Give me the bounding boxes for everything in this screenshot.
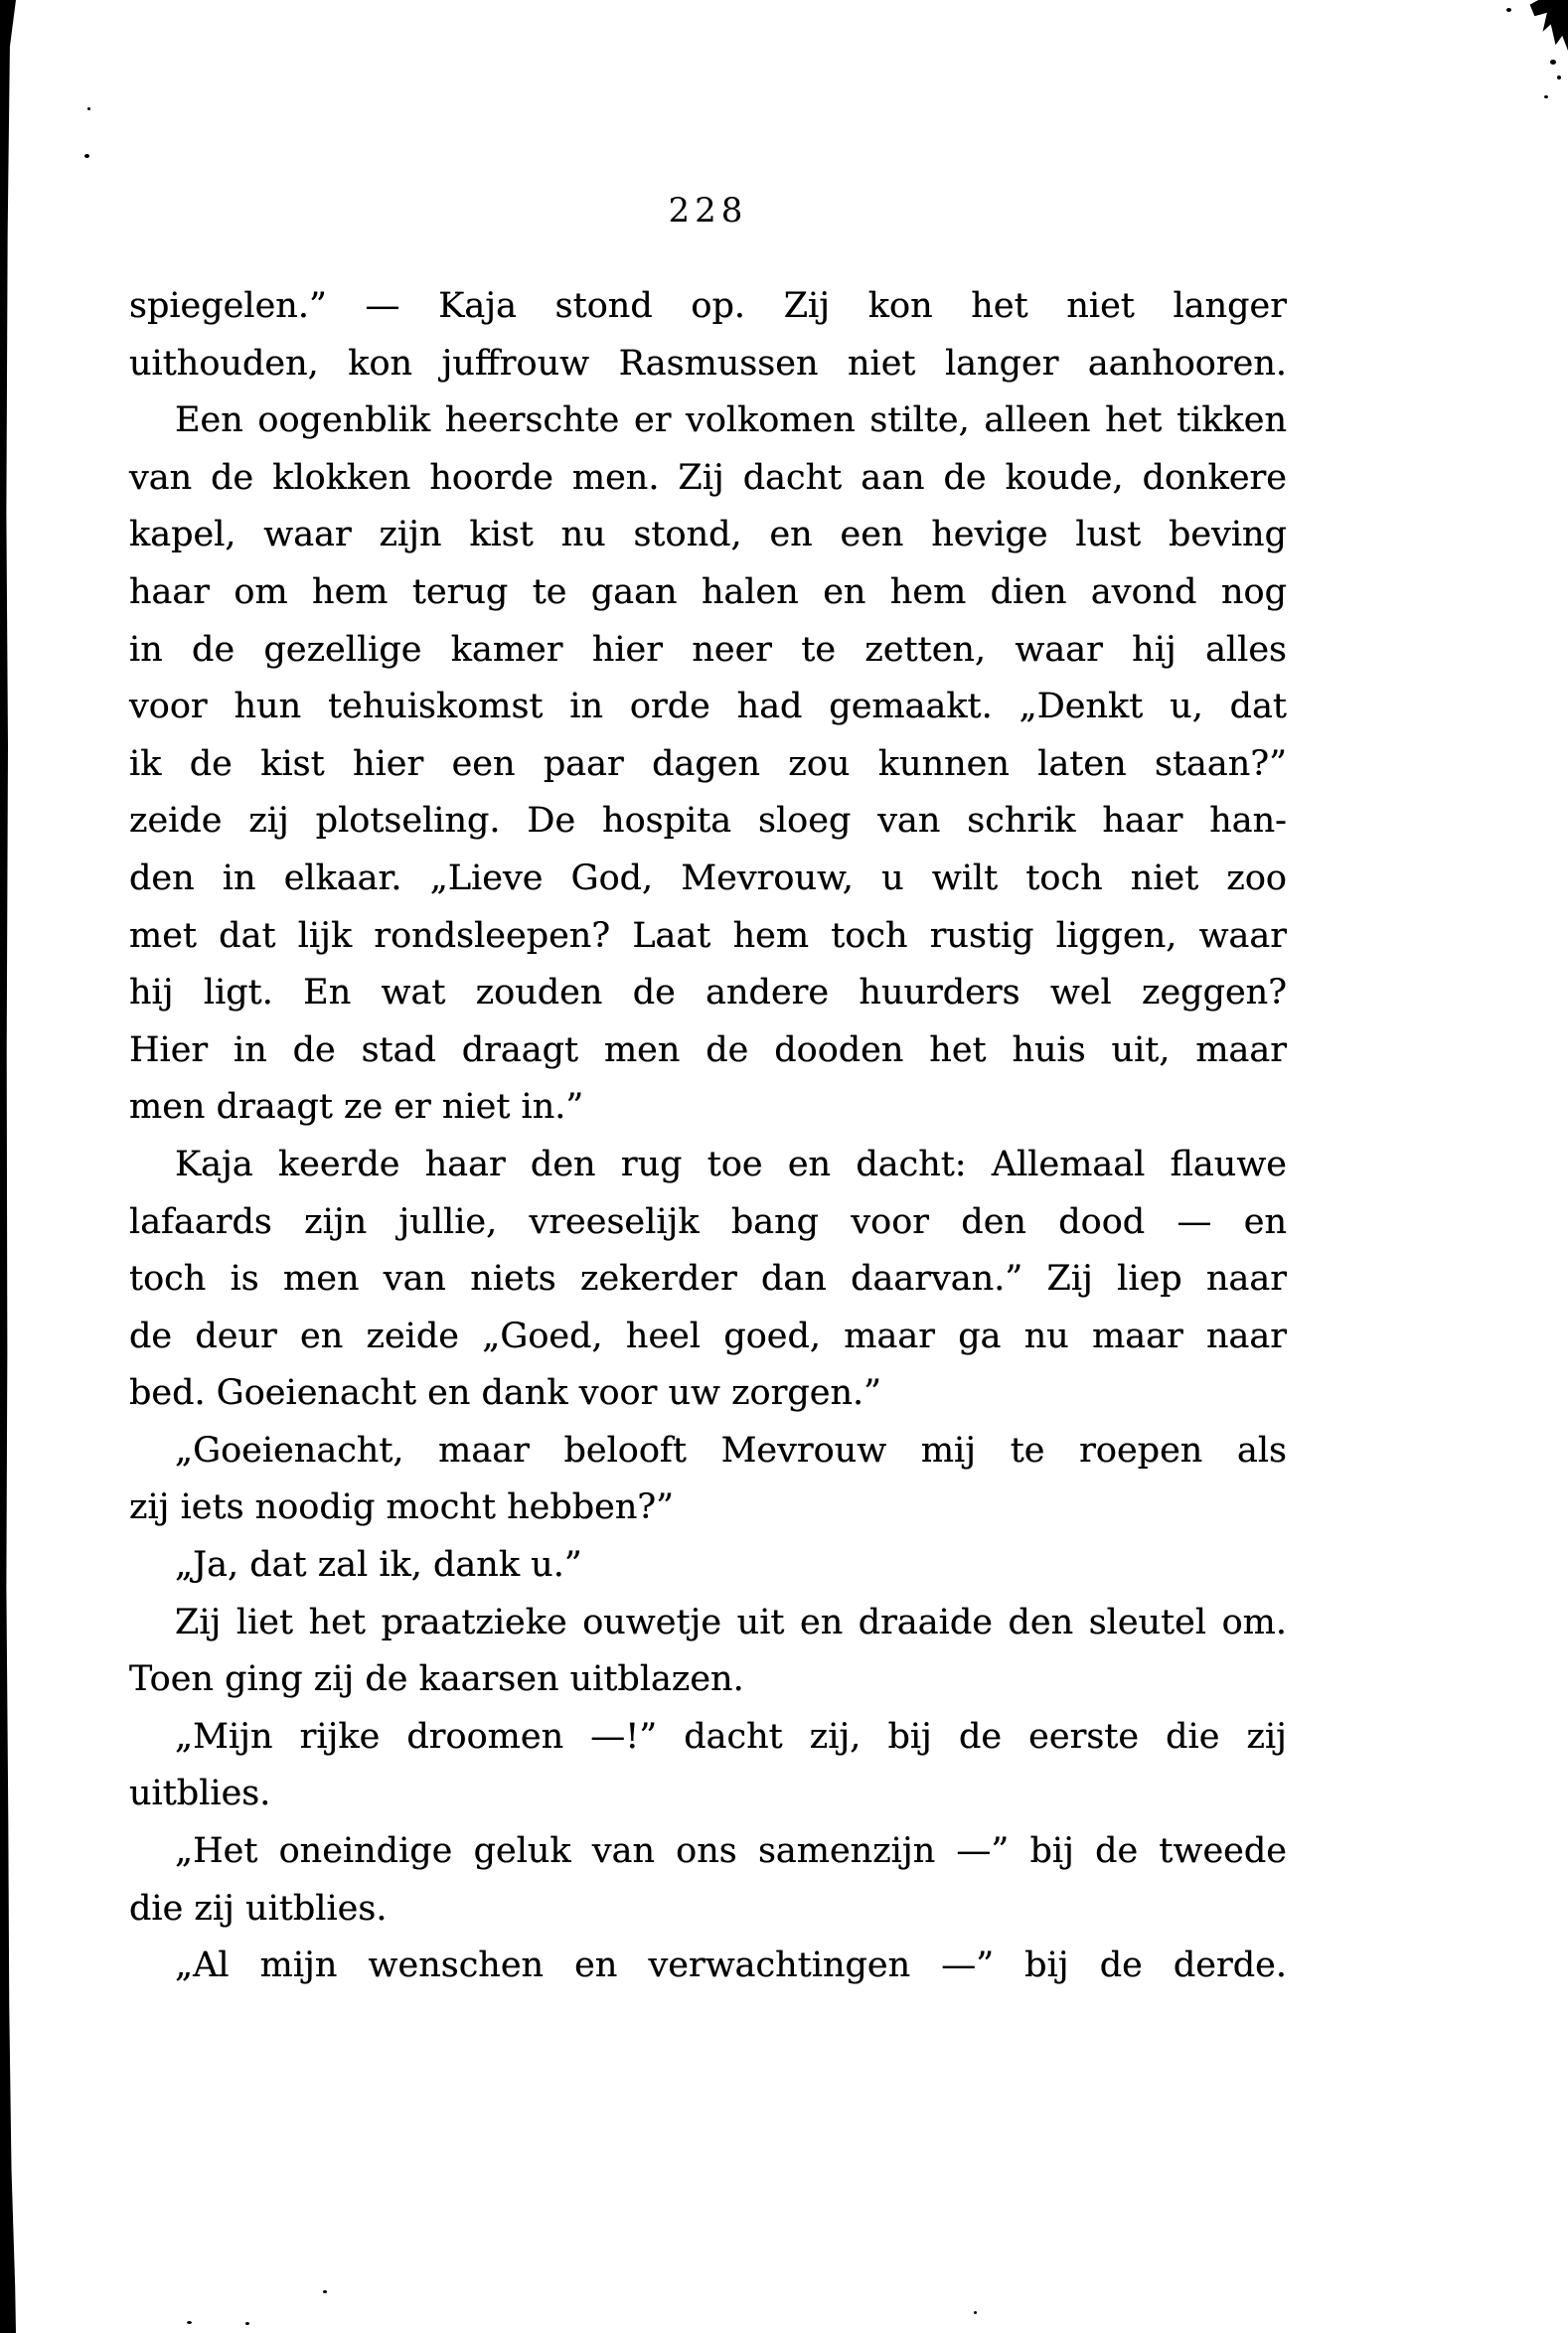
scan-gutter-shadow: [0, 0, 16, 2333]
ink-speck: [1506, 8, 1511, 12]
text-line-16: Kaja keerde haar den rug toe en dacht: Allemaal flauwe: [175, 1144, 1287, 1184]
text-line-20: bed. Goeienacht en dank voor uw zorgen.”: [129, 1373, 882, 1414]
text-line-7: in de gezellige kamer hier neer te zetten, waar hij alles: [129, 629, 1287, 670]
text-line-2: uithouden, kon juffrouw Rasmussen niet langer aanhooren.: [129, 343, 1287, 384]
text-line-28: „Het oneindige geluk van ons samenzijn —” bij de tweede: [175, 1831, 1287, 1872]
text-line-17: lafaards zijn jullie, vreeselijk bang voor den dood — en: [129, 1201, 1287, 1242]
text-line-22: zij iets noodig mocht hebben?”: [129, 1487, 675, 1528]
text-line-10: zeide zij plotseling. De hospita sloeg van schrik haar han-: [129, 801, 1287, 842]
text-line-14: Hier in de stad draagt men de dooden het huis uit, maar: [129, 1029, 1287, 1070]
ink-speck: [1550, 60, 1556, 65]
ink-speck: [187, 2321, 192, 2324]
text-line-1: spiegelen.” — Kaja stond op. Zij kon het niet langer: [129, 286, 1287, 326]
text-line-26: „Mijn rijke droomen —!” dacht zij, bij de eerste die zij: [175, 1716, 1287, 1757]
ink-speck: [1544, 95, 1548, 98]
ink-speck: [245, 2322, 249, 2325]
scan-corner-smudge: [1520, 0, 1568, 58]
page-number: 228: [668, 191, 748, 231]
text-line-19: de deur en zeide „Goed, heel goed, maar ga nu maar naar: [129, 1316, 1287, 1356]
text-line-29: die zij uitblies.: [129, 1888, 388, 1929]
text-line-25: Toen ging zij de kaarsen uitblazen.: [129, 1659, 744, 1700]
text-line-13: hij ligt. En wat zouden de andere huurders wel zeggen?: [129, 973, 1287, 1013]
text-line-21: „Goeienacht, maar belooft Mevrouw mij te roepen als: [175, 1430, 1287, 1471]
ink-speck: [974, 2311, 977, 2314]
ink-speck: [1557, 76, 1561, 79]
text-line-12: met dat lijk rondsleepen? Laat hem toch rustig liggen, waar: [129, 915, 1287, 956]
text-line-15: men draagt ze er niet in.”: [129, 1087, 584, 1128]
text-line-6: haar om hem terug te gaan halen en hem dien avond nog: [129, 571, 1287, 612]
text-line-3: Een oogenblik heerschte er volkomen stilte, alleen het tikken: [175, 400, 1287, 441]
text-line-9: ik de kist hier een paar dagen zou kunnen laten staan?”: [129, 743, 1287, 784]
text-line-24: Zij liet het praatzieke ouwetje uit en draaide den sleutel om.: [175, 1602, 1287, 1642]
ink-speck: [84, 154, 89, 158]
text-line-30: „Al mijn wenschen en verwachtingen —” bij de derde.: [175, 1945, 1287, 1986]
text-line-4: van de klokken hoorde men. Zij dacht aan de koude, donkere: [129, 457, 1287, 498]
text-line-27: uitblies.: [129, 1774, 271, 1814]
text-line-11: den in elkaar. „Lieve God, Mevrouw, u wilt toch niet zoo: [129, 857, 1287, 898]
page-text-block: [129, 278, 1287, 1995]
text-line-8: voor hun tehuiskomst in orde had gemaakt. „Denkt u, dat: [129, 687, 1287, 727]
ink-speck: [87, 107, 90, 110]
text-line-5: kapel, waar zijn kist nu stond, en een hevige lust beving: [129, 515, 1287, 555]
text-line-18: toch is men van niets zekerder dan daarvan.” Zij liep naar: [129, 1259, 1287, 1300]
ink-speck: [323, 2290, 327, 2293]
text-line-23: „Ja, dat zal ik, dank u.”: [175, 1545, 582, 1586]
